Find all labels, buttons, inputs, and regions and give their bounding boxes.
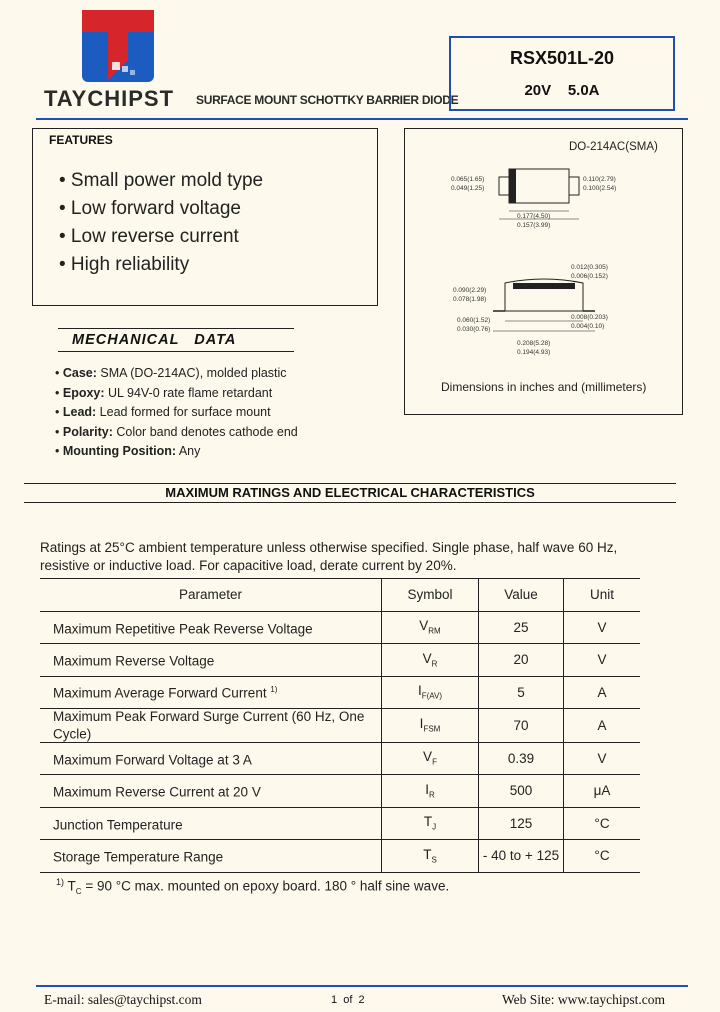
column-header: Unit (564, 579, 641, 612)
feature-item: • Low reverse current (59, 226, 239, 247)
taychipst-logo-icon (82, 10, 154, 82)
ratings-section-title: MAXIMUM RATINGS AND ELECTRICAL CHARACTERISTICS (24, 483, 676, 503)
unit-cell: °C (564, 807, 641, 840)
dim-text: 0.090(2.29) (453, 287, 487, 294)
symbol-cell: $T_J$ (382, 807, 479, 840)
table-footnote: $^{1)}$ $T_C = 90$ °C max. mounted on epoxy board. 180 ° half sine wave. (56, 877, 450, 897)
value-cell: 500 (479, 775, 564, 808)
symbol-cell: $V_F$ (382, 742, 479, 775)
feature-item: • Low forward voltage (59, 198, 241, 219)
column-header: Value (479, 579, 564, 612)
features-box (32, 128, 378, 306)
brand-name: TAYCHIPST (44, 86, 175, 111)
features-title: FEATURES (49, 133, 113, 147)
symbol-cell: $I_R$ (382, 775, 479, 808)
features-list (59, 167, 263, 279)
unit-cell: A (564, 676, 641, 709)
param-cell: Storage Temperature Range (40, 840, 382, 873)
part-number: RSX501L-20 (509, 48, 615, 68)
dim-text: 0.049(1.25) (451, 185, 485, 192)
param-cell: Junction Temperature (40, 807, 382, 840)
unit-cell: °C (564, 840, 641, 873)
symbol-cell: $I_{FSM}$ (382, 709, 479, 743)
value-cell: 25 (479, 611, 564, 644)
part-rating: 20V 5.0A (524, 82, 600, 99)
param-cell: Maximum Reverse Current at 20 V (40, 775, 382, 808)
dim-text: 0.078(1.98) (453, 296, 487, 303)
diagram-caption: Dimensions in inches and (millimeters) (441, 380, 647, 394)
column-header: Symbol (382, 579, 479, 612)
value-cell: 5 (479, 676, 564, 709)
footer-divider (36, 985, 688, 987)
dim-text: 0.208(5.28) (517, 340, 551, 347)
page-indicator: 1 of 2 (331, 994, 365, 1006)
feature-item: • Small power mold type (59, 170, 264, 191)
symbol-cell: $V_R$ (382, 644, 479, 677)
unit-cell: μA (564, 775, 641, 808)
value-cell: 125 (479, 807, 564, 840)
dim-text: 0.004(0.10) (571, 323, 605, 330)
mechanical-data-list (55, 364, 298, 462)
package-diagram-box (404, 128, 683, 415)
dim-text: 0.012(0.305) (571, 264, 608, 271)
table-row (40, 775, 640, 808)
package-outline-diagram (405, 159, 684, 374)
unit-cell: V (564, 742, 641, 775)
unit-cell: A (564, 709, 641, 743)
table-row (40, 611, 640, 644)
value-cell: 20 (479, 644, 564, 677)
table-row (40, 840, 640, 873)
header-divider (36, 118, 688, 120)
footer-email[interactable]: E-mail: sales@taychipst.com (44, 992, 202, 1007)
table-row (40, 807, 640, 840)
mechanical-item: • Lead: Lead formed for surface mount (55, 405, 271, 419)
unit-cell: V (564, 644, 641, 677)
column-header: Parameter (40, 579, 382, 612)
value-cell: 0.39 (479, 742, 564, 775)
dim-text: 0.030(0.76) (457, 326, 491, 333)
dim-text: 0.177(4.50) (517, 213, 551, 220)
ratings-note: Ratings at 25°C ambient temperature unless otherwise specified. Single phase, half wave 60 Hz, resistive or inductive load. For capacitive load, derate current by 20%. (40, 540, 618, 573)
dim-text: 0.110(2.79) (583, 176, 616, 183)
param-cell: Maximum Reverse Voltage (40, 644, 382, 677)
table-row (40, 709, 640, 743)
unit-cell: V (564, 611, 641, 644)
dim-text: 0.100(2.54) (583, 185, 617, 192)
param-cell: Maximum Repetitive Peak Reverse Voltage (40, 611, 382, 644)
table-row (40, 676, 640, 709)
mechanical-data-title: MECHANICAL DATA (58, 328, 294, 352)
param-cell: Maximum Average Forward Current $^{1)}$ (40, 676, 382, 709)
mechanical-item: • Epoxy: UL 94V-0 rate flame retardant (55, 385, 273, 400)
dim-text: 0.157(3.99) (517, 222, 551, 229)
dim-text: 0.008(0.203) (571, 314, 608, 321)
mechanical-item: • Mounting Position: Any (55, 444, 201, 458)
param-cell: Maximum Peak Forward Surge Current (60 Hz, One Cycle) (40, 709, 382, 743)
dim-text: 0.006(0.152) (571, 273, 608, 280)
symbol-cell: $V_{RM}$ (382, 611, 479, 644)
mechanical-item: • Polarity: Color band denotes cathode end (55, 424, 298, 439)
dim-text: 0.194(4.93) (517, 349, 551, 356)
table-header-row (40, 579, 640, 612)
package-label: DO-214AC(SMA) (569, 141, 658, 153)
value-cell: 70 (479, 709, 564, 743)
table-row (40, 742, 640, 775)
symbol-cell: $I_{F(AV)}$ (382, 676, 479, 709)
ratings-table (40, 578, 640, 873)
dim-text: 0.065(1.65) (451, 176, 485, 183)
product-subtitle: SURFACE MOUNT SCHOTTKY BARRIER DIODE (196, 93, 459, 107)
dim-text: 0.060(1.52) (457, 317, 491, 324)
feature-item: • High reliability (59, 254, 190, 275)
footer-website[interactable]: Web Site: www.taychipst.com (502, 992, 666, 1007)
value-cell: - 40 to + 125 (479, 840, 564, 873)
symbol-cell: $T_S$ (382, 840, 479, 873)
mechanical-item: • Case: SMA (DO-214AC), molded plastic (55, 366, 287, 380)
table-row (40, 644, 640, 677)
param-cell: Maximum Forward Voltage at 3 A (40, 742, 382, 775)
part-title-box (449, 36, 675, 111)
